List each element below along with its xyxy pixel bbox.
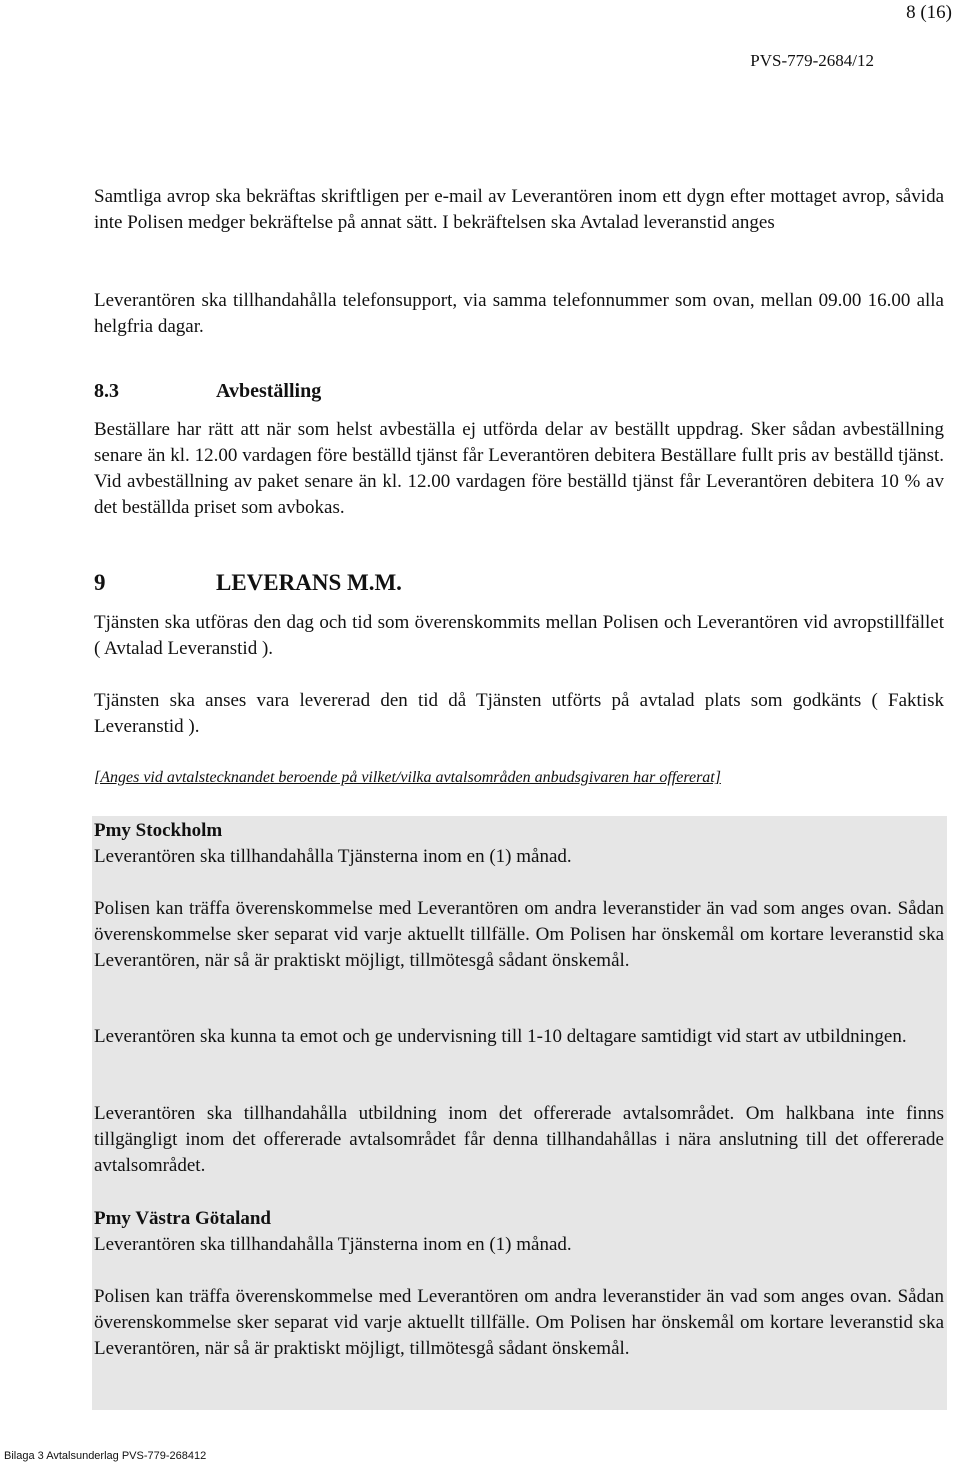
intro-paragraph-1: Samtliga avrop ska bekräftas skriftligen per e-mail av Leverantören inom ett dygn efter mottaget avrop, såvida inte Polisen medger bekräftelse på annat sätt. I bekräftelsen ska Avtalad leveranstid anges bbox=[94, 186, 944, 233]
stockholm-paragraph-4: Leverantören ska tillhandahålla utbildning inom det offererade avtalsområdet. Om halkbana inte finns tillgängligt inom det offererade avtalsområdet får denna tillhandahållas i nära anslutning till det offererade avtalsområdet. bbox=[94, 1103, 944, 1176]
section-8-3-text: Beställare har rätt att när som helst avbeställa ej utförda delar av beställt uppdrag. Sker sådan avbeställning senare än kl. 12.00 vardagen före beställd tjänst får Leverantören debitera Beställare fullt pris av beställd tjänst. Vid avbeställning av paket senare än kl. 12.00 vardagen före beställd tjänst får Leverantören debitera 10 % av det beställda priset som avbokas. bbox=[94, 419, 944, 518]
stockholm-paragraph-2: Polisen kan träffa överenskommelse med Leverantören om andra leveranstider än vad som anges ovan. Sådan överenskommelse sker separat vid varje aktuellt tillfälle. Om Polisen har önskemål om kortare leveranstid ska Leverantören, när så är praktiskt möjligt, tillmötesgå sådant önskemål. bbox=[94, 898, 944, 971]
vastra-gotaland-paragraph-1: Leverantören ska tillhandahålla Tjänsterna inom en (1) månad. bbox=[94, 1234, 572, 1255]
stockholm-paragraph-1: Leverantören ska tillhandahålla Tjänsterna inom en (1) månad. bbox=[94, 846, 572, 867]
section-9-paragraph-1: Tjänsten ska utföras den dag och tid som överenskommits mellan Polisen och Leverantören vid avropstillfället ( Avtalad Leveranstid ). bbox=[94, 612, 944, 659]
section-number: 8.3 bbox=[94, 380, 119, 402]
section-8-3-heading bbox=[94, 380, 321, 403]
section-9-heading bbox=[94, 570, 402, 596]
vastra-gotaland-heading: Pmy Västra Götaland bbox=[94, 1208, 271, 1229]
page-number: 8 (16) bbox=[906, 2, 952, 23]
section-number: 9 bbox=[94, 570, 106, 595]
document-id: PVS-779-2684/12 bbox=[750, 51, 874, 70]
vastra-gotaland-paragraph-2: Polisen kan träffa överenskommelse med Leverantören om andra leveranstider än vad som anges ovan. Sådan överenskommelse sker separat vid varje aktuellt tillfälle. Om Polisen har önskemål om kortare leveranstid ska Leverantören, när så är praktiskt möjligt, tillmötesgå sådant önskemål. bbox=[94, 1286, 944, 1359]
stockholm-heading: Pmy Stockholm bbox=[94, 820, 223, 841]
section-9-paragraph-2: Tjänsten ska anses vara levererad den tid då Tjänsten utförts på avtalad plats som godkänts ( Faktisk Leveranstid ). bbox=[94, 690, 944, 737]
section-title: LEVERANS M.M. bbox=[216, 570, 402, 595]
instruction-note: [Anges vid avtalstecknandet beroende på vilket/vilka avtalsområden anbudsgivaren har offererat] bbox=[94, 769, 721, 786]
footer-text: Bilaga 3 Avtalsunderlag PVS-779-268412 bbox=[4, 1450, 207, 1462]
stockholm-paragraph-3: Leverantören ska kunna ta emot och ge undervisning till 1-10 deltagare samtidigt vid start av utbildningen. bbox=[94, 1026, 907, 1047]
section-title: Avbeställing bbox=[216, 380, 322, 402]
intro-paragraph-2: Leverantören ska tillhandahålla telefonsupport, via samma telefonnummer som ovan, mellan 09.00 16.00 alla helgfria dagar. bbox=[94, 290, 944, 337]
